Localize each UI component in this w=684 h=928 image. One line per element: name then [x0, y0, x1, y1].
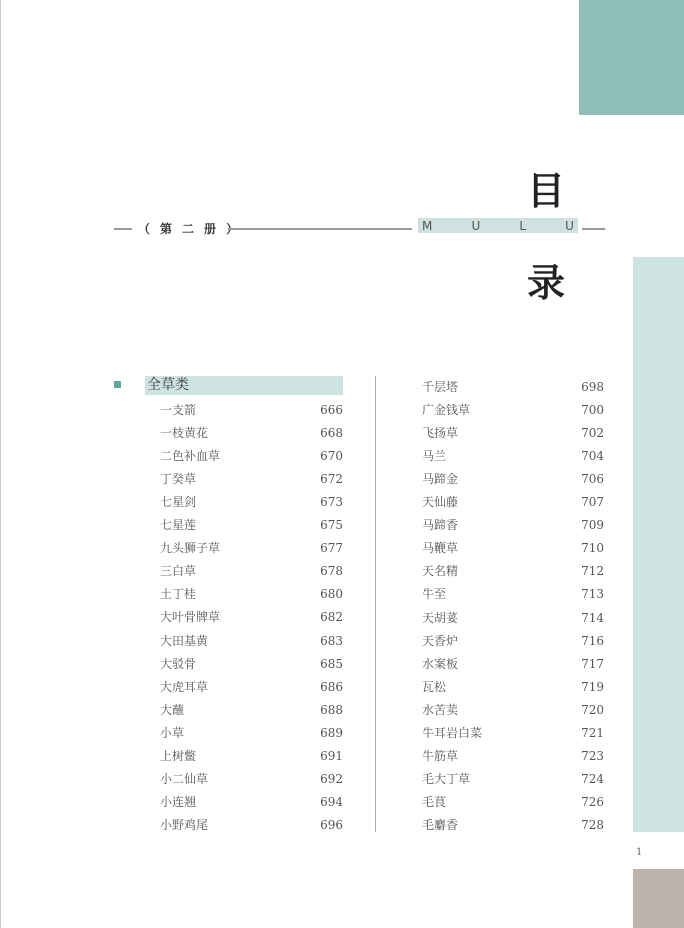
toc-entry[interactable]: [422, 771, 604, 787]
side-color-strip: [633, 257, 684, 832]
toc-entry-name: 二色补血草: [160, 449, 221, 464]
toc-entry-name: 马蹄香: [422, 518, 459, 533]
toc-entry-name: 小草: [160, 725, 185, 740]
toc-entry-page: 713: [581, 587, 604, 602]
volume-label: [133, 220, 243, 237]
toc-entry[interactable]: [160, 656, 343, 672]
toc-entry-page: 672: [320, 472, 343, 487]
toc-entry-name: 九头狮子草: [160, 541, 221, 556]
toc-entry[interactable]: [160, 425, 343, 441]
toc-entry[interactable]: [422, 586, 604, 602]
toc-entry-name: 小二仙草: [160, 771, 209, 786]
toc-entry-name: 天名精: [422, 564, 459, 579]
toc-entry-page: 686: [320, 679, 343, 694]
toc-entry-page: 717: [581, 656, 604, 671]
header-rule-right: [582, 228, 605, 230]
toc-entry[interactable]: [160, 448, 343, 464]
toc-entry[interactable]: [160, 586, 343, 602]
toc-entry[interactable]: [422, 725, 604, 741]
toc-entry-page: 673: [320, 495, 343, 510]
toc-entry-name: 马鞭草: [422, 541, 459, 556]
toc-entry[interactable]: [422, 517, 604, 533]
toc-entry-name: 七星莲: [160, 518, 197, 533]
toc-entry-name: 天仙藤: [422, 495, 459, 510]
toc-entry-name: 大蘸: [160, 702, 185, 717]
toc-entry-name: 小野鸡尾: [160, 817, 209, 832]
toc-entry-name: 广金钱草: [422, 403, 471, 418]
toc-entry[interactable]: [160, 517, 343, 533]
toc-entry[interactable]: [422, 563, 604, 579]
toc-entry-page: 728: [581, 817, 604, 832]
toc-entry[interactable]: [422, 379, 604, 395]
toc-entry-page: 702: [581, 426, 604, 441]
toc-entry-name: 千层塔: [422, 380, 459, 394]
toc-entry-page: 677: [320, 541, 343, 556]
toc-entry-name: 马蹄金: [422, 472, 459, 487]
toc-entry-name: 大虎耳草: [160, 679, 209, 694]
volume-char-3: 册: [204, 222, 217, 236]
toc-entry-name: 大田基黄: [160, 633, 209, 648]
pinyin-letter: M: [422, 218, 433, 233]
toc-entry[interactable]: [160, 540, 343, 556]
toc-entry[interactable]: [160, 679, 343, 695]
toc-entry-name: 瓦松: [422, 679, 447, 694]
toc-entry-name: 飞扬草: [422, 426, 459, 441]
page-edge-line: [0, 0, 1, 928]
toc-entry-name: 毛茛: [422, 794, 447, 809]
toc-entry[interactable]: [422, 494, 604, 510]
toc-entry[interactable]: [160, 471, 343, 487]
toc-entry-page: 721: [581, 725, 604, 740]
toc-entry-name: 三白草: [160, 564, 197, 579]
toc-entry[interactable]: [422, 402, 604, 418]
toc-entry-name: 毛大丁草: [422, 771, 471, 786]
toc-entry-name: 大驳骨: [160, 656, 197, 671]
toc-entry-page: 714: [581, 610, 604, 625]
pinyin-letter: L: [519, 218, 527, 233]
toc-entry-page: 724: [581, 771, 604, 786]
toc-entry-name: 丁癸草: [160, 472, 197, 487]
toc-entry-name: 天香炉: [422, 633, 459, 648]
toc-entry-page: 680: [320, 587, 343, 602]
toc-entry[interactable]: [422, 471, 604, 487]
toc-entry[interactable]: [422, 794, 604, 810]
toc-entry-page: 704: [581, 449, 604, 464]
column-divider: [375, 376, 376, 832]
toc-entry[interactable]: [422, 679, 604, 695]
toc-entry-name: 七星剑: [160, 495, 197, 510]
toc-entry-page: 720: [581, 702, 604, 717]
volume-char-2: 二: [182, 222, 195, 236]
toc-entry-name: 毛麝香: [422, 817, 459, 832]
toc-entry-page: 712: [581, 564, 604, 579]
toc-entry-page: 723: [581, 748, 604, 763]
toc-entry[interactable]: [160, 817, 343, 833]
title-char-lu: 录: [527, 261, 566, 305]
header-rule-left: [114, 228, 132, 230]
toc-entry-page: 698: [581, 380, 604, 394]
pinyin-band: [418, 218, 578, 233]
header-rule-middle: [228, 228, 412, 230]
toc-entry-name: 一枝黄花: [160, 426, 209, 441]
toc-entry-page: 716: [581, 633, 604, 648]
toc-entry-page: 700: [581, 403, 604, 418]
toc-entry-page: 678: [320, 564, 343, 579]
corner-color-block: [579, 0, 684, 115]
toc-entry[interactable]: [422, 817, 604, 833]
toc-entry-page: 675: [320, 518, 343, 533]
toc-entry-page: 682: [320, 610, 343, 625]
toc-entry[interactable]: [422, 748, 604, 764]
volume-paren-open: （: [138, 222, 151, 236]
toc-entry[interactable]: [160, 609, 343, 625]
toc-entry[interactable]: [160, 748, 343, 764]
toc-entry-page: 719: [581, 679, 604, 694]
toc-entry-page: 668: [320, 426, 343, 441]
toc-entry-name: 牛至: [422, 587, 447, 602]
toc-entry-page: 685: [320, 656, 343, 671]
toc-entry-name: 牛筋草: [422, 748, 459, 763]
toc-entry[interactable]: [160, 563, 343, 579]
toc-entry[interactable]: [160, 725, 343, 741]
toc-entry[interactable]: [422, 633, 604, 649]
category-bullet: [114, 381, 121, 388]
toc-entry[interactable]: [422, 610, 604, 626]
toc-entry-name: 大叶骨牌草: [160, 610, 221, 625]
toc-entry[interactable]: [422, 425, 604, 441]
volume-char-1: 第: [160, 222, 173, 236]
toc-entry[interactable]: [160, 771, 343, 787]
toc-entry-page: 666: [320, 403, 343, 417]
toc-entry[interactable]: [160, 794, 343, 810]
toc-entry-name: 水苦荬: [422, 702, 459, 717]
toc-entry-name: 小连翘: [160, 794, 197, 809]
toc-entry-page: 689: [320, 725, 343, 740]
toc-entry-name: 土丁桂: [160, 587, 197, 602]
toc-entry-page: 692: [320, 771, 343, 786]
toc-entry-page: 696: [320, 817, 343, 832]
category-label: 全草类: [145, 376, 343, 395]
page-number: 1: [636, 847, 643, 858]
toc-entry[interactable]: [422, 448, 604, 464]
toc-entry-page: 706: [581, 472, 604, 487]
toc-entry-page: 707: [581, 495, 604, 510]
bottom-color-block: [633, 869, 684, 928]
pinyin-letter: U: [565, 218, 574, 233]
toc-entry[interactable]: [160, 702, 343, 718]
toc-entry-name: 上树鳖: [160, 748, 197, 763]
toc-entry[interactable]: [422, 540, 604, 556]
toc-entry-name: 水案板: [422, 656, 459, 671]
toc-entry-page: 694: [320, 794, 343, 809]
toc-entry-page: 670: [320, 449, 343, 464]
toc-entry-page: 710: [581, 541, 604, 556]
toc-entry[interactable]: [160, 494, 343, 510]
title-char-mu: 目: [527, 169, 566, 213]
toc-entry-page: 683: [320, 633, 343, 648]
toc-entry[interactable]: [422, 702, 604, 718]
toc-entry[interactable]: [160, 633, 343, 649]
toc-entry-page: 691: [320, 748, 343, 763]
pinyin-letter: U: [471, 218, 481, 233]
toc-entry[interactable]: [422, 656, 604, 672]
toc-entry-page: 688: [320, 702, 343, 717]
toc-entry-name: 马兰: [422, 449, 447, 464]
toc-entry-page: 709: [581, 518, 604, 533]
toc-entry-page: 726: [581, 794, 604, 809]
toc-entry-name: 天胡荽: [422, 610, 459, 625]
toc-entry[interactable]: [160, 402, 343, 418]
toc-entry-name: 一支箭: [160, 403, 197, 417]
toc-entry-name: 牛耳岩白菜: [422, 725, 483, 740]
